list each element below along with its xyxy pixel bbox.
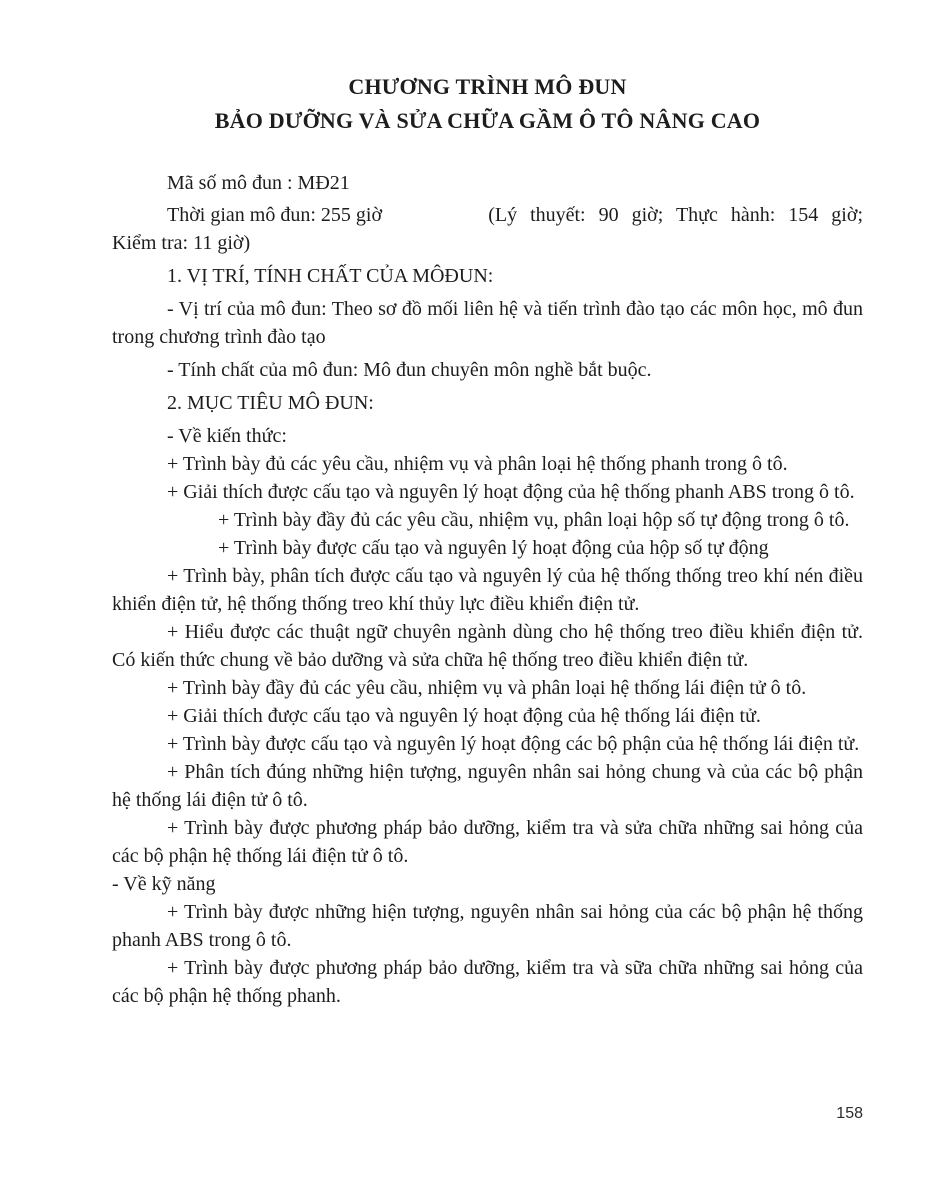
page-number: 158	[836, 1105, 863, 1122]
document-title-line2: BẢO DƯỠNG VÀ SỬA CHỮA GẦM Ô TÔ NÂNG CAO	[214, 108, 761, 133]
body-paragraphs	[112, 262, 863, 1010]
paragraph: + Phân tích đúng những hiện tượng, nguyên nhân sai hỏng chung và của các bộ phận hệ thống lái điện tử ô tô.	[112, 761, 863, 811]
paragraph: - Về kiến thức:	[167, 425, 287, 447]
paragraph: 2. MỤC TIÊU MÔ ĐUN:	[167, 392, 374, 414]
module-duration-line1	[112, 201, 863, 229]
document-title-line1: CHƯƠNG TRÌNH MÔ ĐUN	[348, 74, 627, 99]
module-duration-breakdown-wrap: Kiểm tra: 11 giờ)	[112, 232, 251, 254]
paragraph: + Trình bày, phân tích được cấu tạo và nguyên lý của hệ thống thống treo khí nén điều khiển điện tử, hệ thống thống treo khí thủy lực điều khiển điện tử.	[112, 565, 863, 615]
paragraph: - Tính chất của mô đun: Mô đun chuyên môn nghề bắt buộc.	[167, 359, 652, 381]
paragraph: - Vị trí của mô đun: Theo sơ đồ mối liên hệ và tiến trình đào tạo các môn học, mô đun trong chương trình đào tạo	[112, 298, 863, 348]
paragraph: + Trình bày được cấu tạo và nguyên lý hoạt động các bộ phận của hệ thống lái điện tử.	[167, 733, 860, 755]
module-duration	[112, 201, 863, 257]
module-duration-total: Thời gian mô đun: 255 giờ	[167, 204, 383, 226]
paragraph: - Về kỹ năng	[112, 873, 216, 895]
paragraph: + Trình bày đủ các yêu cầu, nhiệm vụ và phân loại hệ thống phanh trong ô tô.	[167, 453, 788, 475]
paragraph: + Trình bày được phương pháp bảo dưỡng, kiểm tra và sửa chữa những sai hỏng của các bộ phận hệ thống lái điện tử ô tô.	[112, 817, 863, 867]
paragraph: + Trình bày được những hiện tượng, nguyên nhân sai hỏng của các bộ phận hệ thống phanh ABS trong ô tô.	[112, 901, 863, 951]
module-code: Mã số mô đun : MĐ21	[167, 172, 350, 194]
paragraph: + Trình bày được cấu tạo và nguyên lý hoạt động của hộp số tự động	[218, 537, 769, 559]
paragraph: + Trình bày đầy đủ các yêu cầu, nhiệm vụ và phân loại hệ thống lái điện tử ô tô.	[167, 677, 807, 699]
paragraph: + Giải thích được cấu tạo và nguyên lý hoạt động của hệ thống lái điện tử.	[167, 705, 761, 727]
module-duration-breakdown: (Lý thuyết: 90 giờ; Thực hành: 154 giờ;	[488, 204, 863, 226]
paragraph: + Trình bày đầy đủ các yêu cầu, nhiệm vụ, phân loại hộp số tự động trong ô tô.	[218, 509, 850, 531]
paragraph: + Hiểu được các thuật ngữ chuyên ngành dùng cho hệ thống treo điều khiển điện tử. Có kiến thức chung về bảo dưỡng và sửa chữa hệ thống treo điều khiển điện tử.	[112, 621, 863, 671]
paragraph: + Trình bày được phương pháp bảo dưỡng, kiểm tra và sữa chữa những sai hỏng của các bộ phận hệ thống phanh.	[112, 957, 863, 1007]
paragraph: 1. VỊ TRÍ, TÍNH CHẤT CỦA MÔĐUN:	[167, 265, 494, 287]
paragraph: + Giải thích được cấu tạo và nguyên lý hoạt động của hệ thống phanh ABS trong ô tô.	[167, 481, 855, 503]
